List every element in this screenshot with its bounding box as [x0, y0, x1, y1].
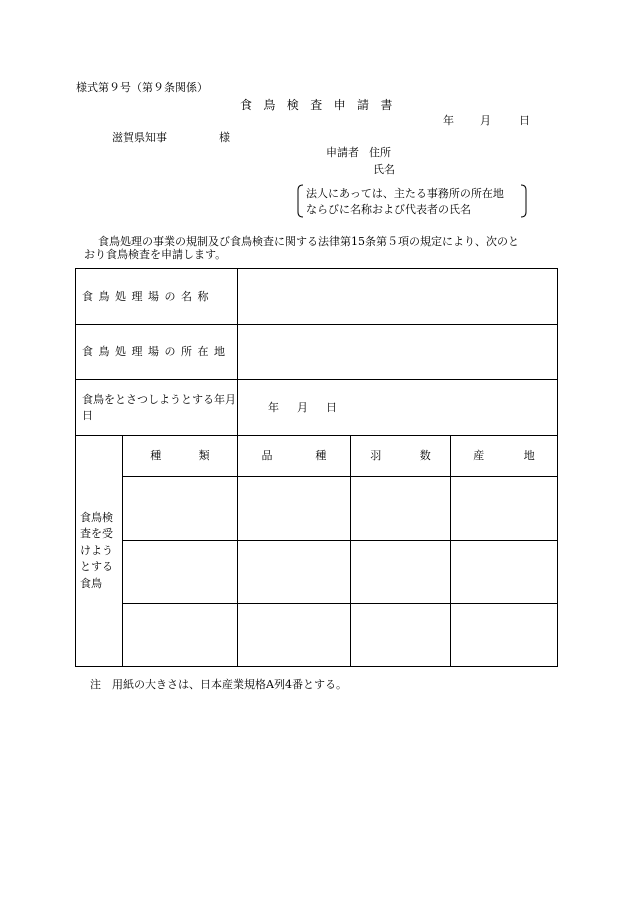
slaughter-date-field[interactable] — [238, 380, 558, 436]
poultry-row1-origin[interactable] — [451, 477, 558, 541]
application-date — [443, 115, 530, 126]
slaughter-month: 月 — [297, 400, 308, 414]
body-text-line2: おり食鳥検査を申請します。 — [84, 248, 227, 261]
facility-address-field[interactable] — [238, 325, 558, 380]
facility-name-label: 食鳥処理場の名称 — [76, 269, 238, 325]
applicant-name-label: 氏名 — [373, 163, 395, 176]
addressee-name: 滋賀県知事 — [112, 131, 167, 144]
column-header-count: 羽数 — [351, 436, 451, 477]
poultry-row2-count[interactable] — [351, 541, 451, 604]
corporate-note-line1: 法人にあっては、主たる事務所の所在地 — [306, 187, 504, 200]
poultry-row2-type[interactable] — [123, 541, 238, 604]
addressee — [112, 132, 230, 143]
poultry-row3-breed[interactable] — [238, 604, 351, 667]
date-year: 年 — [443, 114, 454, 127]
slaughter-year: 年 — [268, 400, 279, 414]
column-header-origin: 産地 — [451, 436, 558, 477]
address-label: 住所 — [369, 146, 391, 159]
poultry-row3-origin[interactable] — [451, 604, 558, 667]
body-text-line1: 食鳥処理の事業の規制及び食鳥検査に関する法律第15条第５項の規定により、次のと — [98, 235, 519, 248]
date-day: 日 — [519, 114, 530, 127]
facility-address-label: 食鳥処理場の所在地 — [76, 325, 238, 380]
poultry-row1-type[interactable] — [123, 477, 238, 541]
slaughter-day: 日 — [326, 400, 337, 414]
facility-name-field[interactable] — [238, 269, 558, 325]
poultry-row2-breed[interactable] — [238, 541, 351, 604]
poultry-row3-type[interactable] — [123, 604, 238, 667]
column-header-breed: 品種 — [238, 436, 351, 477]
applicant-label: 申請者 — [326, 146, 359, 159]
applicant-address — [326, 147, 391, 158]
honorific: 様 — [219, 131, 230, 144]
paper-size-note: 注 用紙の大きさは、日本産業規格A列4番とする。 — [90, 678, 347, 691]
column-header-type: 種類 — [123, 436, 238, 477]
application-table — [75, 268, 575, 667]
form-number: 様式第９号（第９条関係） — [76, 81, 208, 94]
poultry-row3-count[interactable] — [351, 604, 451, 667]
poultry-row1-count[interactable] — [351, 477, 451, 541]
form-title: 食鳥検査申請書 — [240, 98, 404, 112]
corporate-note — [296, 184, 528, 218]
corporate-note-line2: ならびに名称および代表者の氏名 — [306, 203, 471, 216]
poultry-label: 食鳥検査を受けようとする食鳥 — [76, 436, 123, 667]
slaughter-date-label: 食鳥をとさつしようとする年月日 — [76, 380, 238, 436]
date-month: 月 — [480, 114, 491, 127]
poultry-row2-origin[interactable] — [451, 541, 558, 604]
poultry-row1-breed[interactable] — [238, 477, 351, 541]
